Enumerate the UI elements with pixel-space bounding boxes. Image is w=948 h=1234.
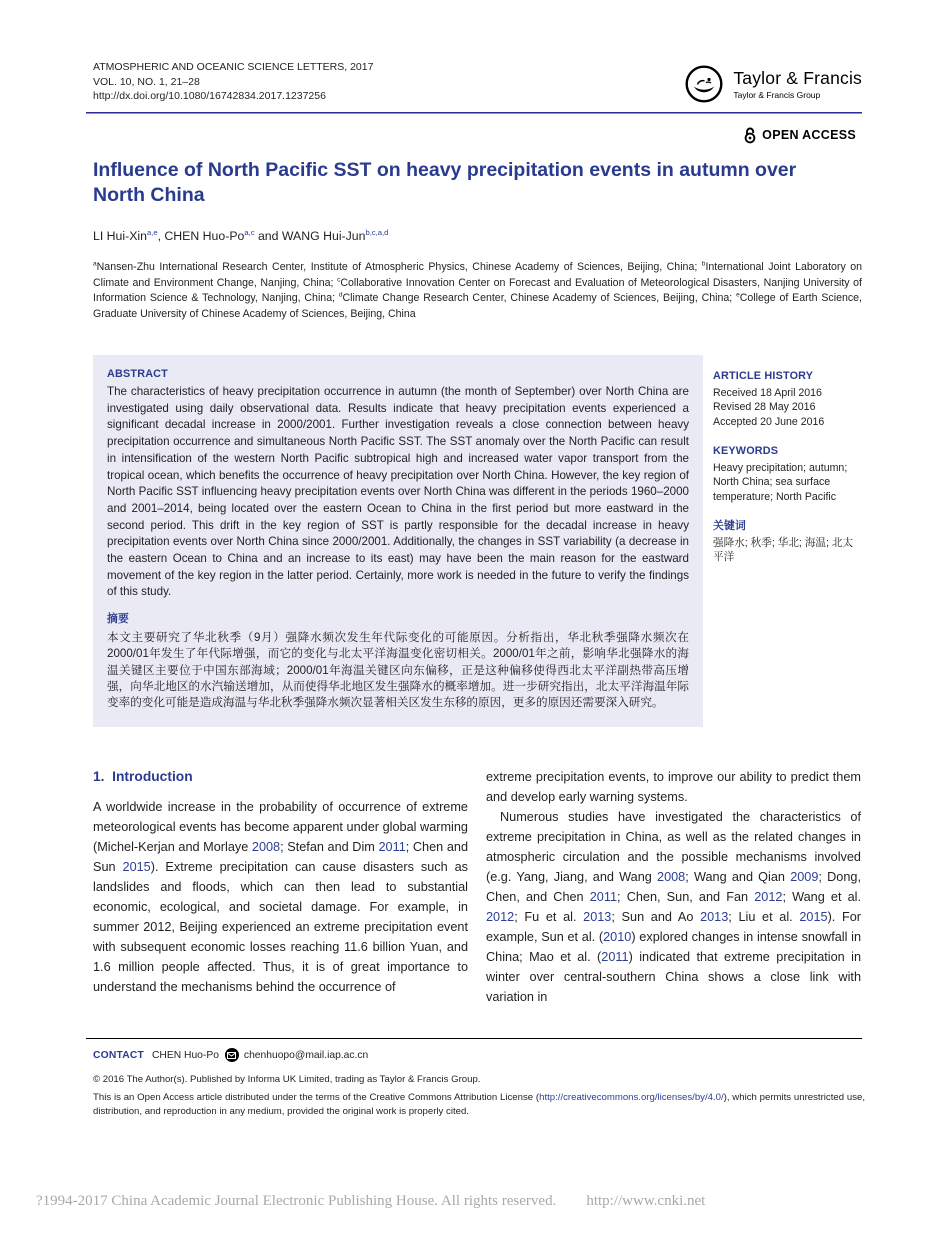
superscript: b: [701, 260, 706, 268]
intro-paragraph-2: [486, 807, 861, 1007]
journal-volume-line: VOL. 10, NO. 1, 21–28: [93, 75, 200, 88]
footer-divider: [86, 1038, 862, 1039]
text-run: College of Earth Science, Graduate University of Chinese Academy of Sciences, Beijing, China: [93, 292, 862, 320]
inline-link[interactable]: 2013: [583, 910, 612, 925]
text-run: Numerous studies have investigated the characteristics of extreme precipitation in China, as well as the related changes in atmospheric circulation and the possible mechanisms involved (e.g. Yang, Jiang, and Wang: [486, 810, 861, 885]
author-list: [93, 229, 862, 243]
text-run: ; Wang and Qian: [685, 870, 791, 885]
taylor-francis-lamp-icon: [684, 64, 724, 104]
text-run: This is an Open Access article distributed under the terms of the Creative Commons Attribution License (: [93, 1091, 540, 1103]
license-text: [93, 1091, 865, 1120]
inline-link[interactable]: 2009: [790, 870, 819, 885]
superscript: d: [338, 291, 343, 299]
superscript: e: [736, 291, 740, 299]
text-run: ), which permits unrestricted use, distribution, and reproduction in any medium, provided the original work is properly cited.: [93, 1091, 865, 1118]
text-run: LI Hui-Xin: [93, 229, 147, 243]
inline-link[interactable]: 2012: [486, 910, 515, 925]
inline-link[interactable]: 2011: [601, 950, 629, 965]
article-history-block: [713, 369, 862, 429]
text-run: , CHEN Huo-Po: [157, 229, 245, 243]
text-run: ) indicated that extreme precipitation in winter over central-southern China shows a close link with variation in: [486, 950, 862, 1005]
open-access-label: OPEN ACCESS: [762, 128, 856, 142]
text-run: A worldwide increase in the probability of occurrence of extreme meteorological events has become apparent under global warming (Michel-Kerjan and Morlaye: [93, 800, 468, 855]
inline-link[interactable]: 2011: [378, 840, 406, 855]
revised-date: Revised 28 May 2016: [713, 401, 816, 413]
article-meta-sidebar: [713, 355, 862, 580]
intro-paragraph-1-continued: extreme precipitation events, to improve our ability to predict them and develop early warning systems.: [486, 770, 861, 805]
chinese-abstract-heading: 摘要: [107, 613, 129, 626]
journal-info: [93, 60, 373, 104]
cnki-url-link[interactable]: http://www.cnki.net: [586, 1193, 706, 1209]
text-run: Collaborative Innovation Center on Forecast and Evaluation of Meteorological Disasters, Nanjing University of Information Science & Technology, Nanjing, China;: [93, 276, 862, 304]
superscript: a,e: [147, 227, 158, 237]
text-run: ; Stefan and Dim: [280, 840, 379, 855]
keywords-block: [713, 444, 862, 504]
inline-link[interactable]: 2008: [657, 870, 686, 885]
text-run: International Joint Laboratory on Climate and Environment Change, Nanjing, China;: [93, 261, 863, 289]
keywords-text: Heavy precipitation; autumn; North China; sea surface temperature; North Pacific: [713, 461, 848, 503]
inline-link[interactable]: 2015: [122, 860, 151, 875]
text-run: Nansen-Zhu International Research Center, Institute of Atmospheric Physics, Chinese Academy of Sciences, Beijing, China;: [96, 261, 702, 273]
open-access-lock-icon: [743, 126, 757, 144]
publisher-logo: [684, 64, 862, 104]
publisher-name: Taylor & Francis: [733, 68, 862, 88]
abstract-section: [93, 355, 862, 727]
masthead: [0, 0, 948, 104]
received-date: Received 18 April 2016: [713, 386, 822, 399]
text-run: and WANG Hui-Jun: [254, 229, 366, 243]
cnki-watermark-text: ?1994-2017 China Academic Journal Electronic Publishing House. All rights reserved.: [36, 1193, 557, 1209]
text-run: ; Sun and Ao: [611, 910, 701, 925]
doi-link[interactable]: http://dx.doi.org/10.1080/16742834.2017.1237256: [93, 90, 326, 102]
abstract-heading: ABSTRACT: [107, 368, 168, 380]
inline-link[interactable]: 2011: [589, 890, 618, 905]
chinese-keywords-heading: 关键词: [713, 520, 746, 532]
text-run: ; Chen, Sun, and Fan: [617, 890, 755, 905]
inline-link[interactable]: 2012: [754, 890, 783, 905]
publisher-wordmark: [733, 68, 862, 100]
inline-link[interactable]: 2013: [700, 910, 729, 925]
chinese-keywords-block: [713, 519, 862, 565]
inline-link[interactable]: http://creativecommons.org/licenses/by/4.0/: [539, 1091, 724, 1103]
text-run: ). For example, Sun et al. (: [486, 910, 861, 945]
chinese-abstract-text: 本文主要研究了华北秋季（9月）强降水频次发生年代际变化的可能原因。分析指出，华北秋季强降水频次在2000/01年发生了年代际增强，而它的变化与北太平洋海温变化密切相关。2000/01年之前，影响华北强降水的海温关键区主要位于中国东部海域；2000/01年海温关键区向东偏移，正是这种偏移使得西北太平洋副热带高压增强，向华北地区的水汽输送增加，从而使得华北地区发生强降水的概率增加。进一步研究指出，北太平洋海温年际变率的变化可能是造成海温与华北秋季强降水频次显著相关区发生东移的原因，更多的原因还需要深入研究。: [107, 631, 689, 709]
contact-label: CONTACT: [93, 1049, 144, 1061]
text-run: ; Wang et al.: [782, 890, 861, 905]
keywords-heading: KEYWORDS: [713, 445, 779, 457]
superscript: a,c: [244, 227, 255, 237]
text-run: ; Liu et al.: [728, 910, 800, 925]
inline-link[interactable]: 2008: [251, 840, 281, 855]
right-column: [486, 767, 861, 1007]
superscript: c: [337, 275, 341, 283]
contact-name: CHEN Huo-Po: [151, 1049, 219, 1061]
text-run: Climate Change Research Center, Chinese Academy of Sciences, Beijing, China;: [342, 292, 737, 304]
body-columns: [93, 767, 862, 1007]
chinese-keywords-text: 强降水; 秋季; 华北; 海温; 北太平洋: [713, 536, 854, 563]
text-run: ; Fu et al.: [514, 910, 584, 925]
text-run: ; Chen and Sun: [93, 840, 468, 875]
publisher-group: Taylor & Francis Group: [733, 90, 821, 100]
inline-link[interactable]: 2015: [799, 910, 828, 925]
section-heading-introduction: 1. Introduction: [93, 769, 193, 785]
abstract-box: [93, 355, 703, 727]
text-run: ; Dong, Chen, and Chen: [486, 870, 861, 905]
text-run: ) explored changes in intense snowfall in China; Mao et al. (: [486, 930, 861, 965]
open-access-row: [0, 114, 948, 144]
article-history-heading: ARTICLE HISTORY: [713, 370, 814, 382]
text-run: ). Extreme precipitation can cause disasters such as landslides and floods, which can then lead to substantial economic, ecological, and societal damage. For example, in summer 2012, Beijing experienced an extreme precipitation event with subsequent economic losses reaching 11.6 billion Yuan, and 1.6 million people affected. Thus, it is of great importance to understand the mechanisms behind the occurrence of: [93, 860, 468, 995]
abstract-text: The characteristics of heavy precipitation occurrence in autumn (the month of September) over North China are investigated using daily observational data. Results indicate that heavy precipitation events experienced a significant decadal increase in 2000/2001. Further investigation reveals a close connection between heavy precipitation occurrence and simultaneous North Pacific SST. The SST anomaly over the North Pacific can result in intensification of the western North Pacific subtropical high and increased water vapor transport from the tropical ocean, which benefits the occurrence of heavy precipitation over North China. However, the key region of North Pacific SST influencing heavy precipitation events over North China was different in the periods 1960–2000 and 2001–2014, being located over the eastern Ocean to China in the first period but more eastward in the second period. This drift in the key region of SST is partly responsible for the decadal increase in heavy precipitation events over North China since 2000/2001. Additionally, the changes in SST variability (a decrease in the eastern Ocean to China and an increase to its east) may have been the main reason for the eastward movement of the key region in the latter period. Certainly, more work is needed in the future to verify the findings of this study.: [107, 385, 689, 599]
copyright-block: [93, 1073, 865, 1120]
email-icon: [225, 1048, 239, 1062]
affiliations: [93, 260, 862, 322]
left-column: [93, 767, 468, 1007]
intro-paragraph-1: [93, 797, 468, 997]
accepted-date: Accepted 20 June 2016: [713, 415, 825, 428]
contact-row: [93, 1048, 862, 1062]
superscript: a: [93, 260, 97, 268]
article-title: Influence of North Pacific SST on heavy precipitation events in autumn over North China: [93, 159, 797, 206]
contact-email-link[interactable]: chenhuopo@mail.iap.ac.cn: [243, 1049, 369, 1061]
inline-link[interactable]: 2010: [603, 930, 632, 945]
cnki-watermark: [36, 1193, 705, 1210]
superscript: b,c,a,d: [365, 227, 389, 237]
journal-title-line: ATMOSPHERIC AND OCEANIC SCIENCE LETTERS, 2017: [93, 61, 374, 73]
copyright-line: © 2016 The Author(s). Published by Informa UK Limited, trading as Taylor & Francis Group.: [93, 1074, 481, 1086]
